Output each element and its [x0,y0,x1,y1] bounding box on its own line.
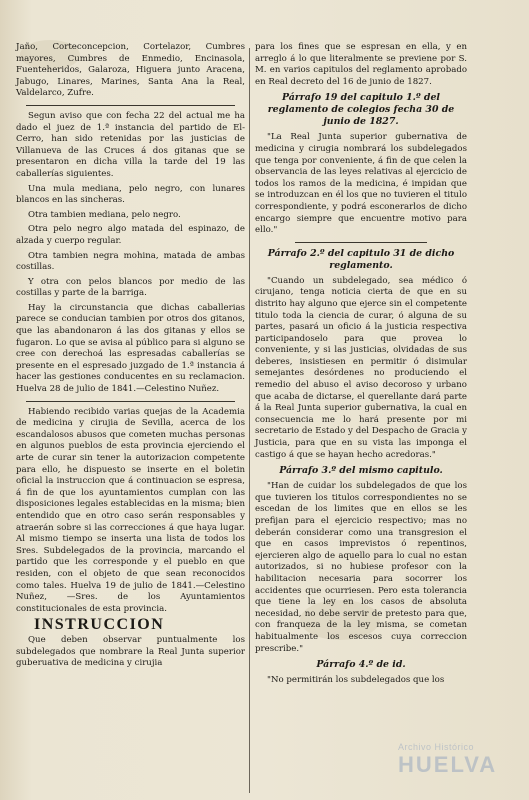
notice-1-paragraph: Otra pelo negro algo matada del espinazo, de alzada y cuerpo regular. [16,224,245,246]
divider [26,105,235,106]
continuation-paragraph: para los fines que se espresan en ella, y en arreglo á lo que literalmente se previene por S. M. en varios capitulos del reglamento aprobado en Real decreto del 16 de junio de 1827. [255,42,467,87]
divider [26,401,235,402]
section-text: "Han de cuidar los subdelegados de que los que tuvieren los titulos correspondientes no se escedan de los limites que en ellos se les prefijan para el ejercicio respectivo; mas no deberán considerar como una transgresion el que en casos imprevistos ó repentinos, ejercieren algo de aquello para lo cual no estan autorizados, si no hubiese profesor con la habilitacion necesaria para socorrer los accidentes que ocurriesen. Pero esta tolerancia que tiene la ley en los casos de absoluta necesidad, no debe servir de pretesto para que, con franqueza de la ley misma, se cometan habitualmente los escesos cuya correccion prescribe." [255,481,467,654]
section-text: "No permitirán los subdelegados que los [267,675,445,686]
section-heading: Párrafo 2.º del capitulo 31 de dicho reglamento. [267,247,455,271]
watermark-main: HUELVA [398,752,498,777]
left-column [16,42,245,673]
section-heading: Párrafo 4.º de id. [316,659,406,671]
notice-1-paragraph: Otra tambien negra mohina, matada de ambas costillas. [16,250,245,273]
instruction-title: INSTRUCCION [34,616,165,634]
watermark-top: Archivo Histórico [398,742,475,752]
right-column [255,42,467,690]
notice-1-paragraph: Y otra con pelos blancos por medio de las costillas y parte de la barriga. [16,276,245,299]
notice-1-paragraph: Otra tambien mediana, pelo negro. [28,209,181,220]
place-list: Jaño, Corteconcepcion, Cortelazor, Cumbres mayores, Cumbres de Enmedio, Encinasola, Fuenteheridos, Galaroza, Higuera junto Aracena, Jabugo, Linares, Marines, Santa Ana la Real, Valdelarco, Zufre. [16,42,245,99]
section-heading: Párrafo 3.º del mismo capitulo. [279,465,443,477]
instruction-intro: Que deben observar puntualmente los subdelegados que nombrare la Real Junta superior guberuativa de medicina y cirujia [16,634,245,669]
divider [295,242,427,243]
section-text: "La Real Junta superior gubernativa de medicina y cirugia nombrará los subdelegados que tenga por conveniente, á fin de que celen la observancia de las leyes relativas al ejercicio de todos los ramos de la medicina, é impidan que se introduzcan en él los que no tuvieren el titulo correspondiente, y podrá esconerarlos de dicho encargo siempre que encuentre motivo para ello." [255,132,467,236]
notice-1-paragraph: Segun aviso que con fecha 22 del actual me ha dado el juez de 1.ª instancia del partido de El-Cerro, han sido retenidas por las justicias de Villanueva de las Cruces á dos gitanas que se presentaron en dicha villa la tarde del 19 las caballerías siguientes. [16,110,245,179]
section-text: "Cuando un subdelegado, sea médico ó cirujano, tenga noticia cierta de que en su distrito hay alguno que ejerce sin el competente titulo toda la ciencia de curar, ó alguna de su partes, pasará un oficio á la justicia respectiva participandoselo para que provea lo conveniente, y si las justicias, olvidadas de sus deberes, insistiesen en permitir ó disimular semejantes desórdenes no produciendo el remedio del abuso el aviso decoroso y urbano que acaba de dictarse, el querellante dará parte á la Real Junta superior gubernativa, la cual en consecuencia me lo hará presente por mi secretario de Estado y del Despacho de Gracia y Justicia, para que en su vista las imponga el castigo á que se hayan hecho acredoras." [255,275,467,460]
notice-2-paragraph: Habiendo recibido varias quejas de la Academia de medicina y cirujia de Sevilla, acerca de los escandalosos abusos que cometen muchas personas en algunos pueblos de esta provincia ejerciendo el arte de curar sin tener la autorizacion competente para ello, he dispuesto se inserte en el boletin oficial la instruccion que á continuacion se espresa, á fin de que los ayuntamientos cumplan con las disposiciones legales establecidas en la misma; bien entendido que en otro caso serán responsables y atraerán sobre si las correcciones á que haya lugar. Al mismo tiempo se inserta una lista de todos los Sres. Subdelegados de la provincia, marcando el partido que les corresponde y el pueblo en que residen, con el objeto de que sean reconocidos como tales. Huelva 19 de julio de 1841.—Celestino Nuñez, —Sres. de los Ayuntamientos constitucionales de esta provincia. [16,406,245,614]
archive-watermark [398,742,518,798]
notice-1-paragraph: Una mula mediana, pelo negro, con lunares blancos en las sincheras. [16,183,245,206]
column-rule [249,48,250,793]
section-heading: Párrafo 19 del capitulo 1.º del reglamento de colegios fecha 30 de junio de 1827. [267,92,455,128]
notice-1-paragraph: Hay la circunstancia que dichas caballerias parece se conducian tambien por otros dos gitanos, que las abandonaron á las dos gitanas y ellos se fugaron. Lo que se avisa al público para si alguno se cree con derechoá las espresadas caballerías se presente en el espresado juzgado de 1.ª instancia á hacer las gestiones conducentes en su reclamacion. Huelva 28 de julio de 1841.—Celestino Nuñez. [16,302,245,395]
